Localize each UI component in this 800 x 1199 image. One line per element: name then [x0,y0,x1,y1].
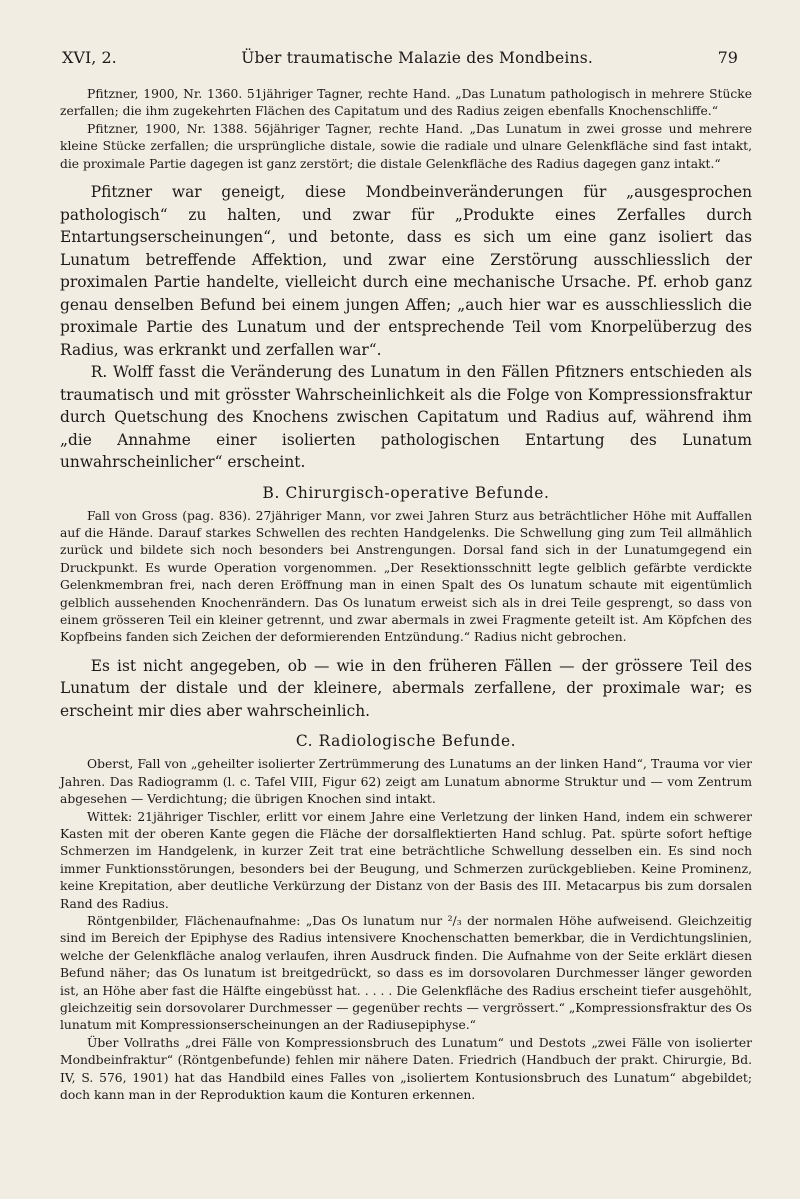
paragraph-oberst: Oberst, Fall von „geheilter isolierter Zertrümmerung des Lunatums an der linken Hand“, Trauma vor vier Jahren. Das Radiogramm (l. c. Tafel VIII, Figur 62) zeigt am Lunatum abnorme Struktur und — vom Zentrum abgesehen — Verdichtung; die übrigen Knochen sind intakt. [60,757,752,807]
paragraph-gross-case: Fall von Gross (pag. 836). 27jähriger Mann, vor zwei Jahren Sturz aus beträchtlicher Höhe mit Auffallen auf die Hände. Darauf starkes Schwellen des rechten Handgelenks. Die Schwellung ging zum Teil allmählich zurück und bildete sich noch besonders bei Anstrengungen. Dorsal fand sich in der Lunatumgegend ein Druckpunkt. Es wurde Operation vorgenommen. „Der Resektionsschnitt legte gelblich gefärbte verdickte Gelenkmembran frei, nach deren Eröffnung man in einen Spalt des Os lunatum schaute mit eigentümlich gelblich aussehenden Knochenrändern. Das Os lunatum erweist sich als in drei Teile gesprengt, so dass von einem grösseren Teil ein kleiner getrennt, und zwar abermals in zwei Fragmente geteilt ist. Am Köpfchen des Kopfbeins fanden sich Zeichen der deformierenden Entzündung.“ Radius nicht gebrochen. [60,508,752,645]
paragraph-gross-comment: Es ist nicht angegeben, ob — wie in den früheren Fällen — der grössere Teil des Lunatum der distale und der kleinere, abermals zerfallene, der proximale war; es erscheint mir dies aber wahrscheinlich. [60,656,752,720]
running-header [62,48,738,67]
paragraph-wittek: Wittek: 21jähriger Tischler, erlitt vor einem Jahre eine Verletzung der linken Hand, indem ein schwerer Kasten mit der oberen Kante gegen die Fläche der dorsalflektierten Hand schlug. Pat. spürte sofort heftige Schmerzen im Handgelenk, in kurzer Zeit trat eine beträchtliche Schwellung desselben ein. Es sind noch immer Funktionsstörungen, besonders bei der Beugung, und Schmerzen zurückgeblieben. Keine Prominenz, keine Krepitation, aber deutliche Verkürzung der Distanz von der Basis des III. Metacarpus bis zum dorsalen Rand des Radius. [60,809,752,911]
page-body [60,86,752,1104]
paragraph-vollrath-destot: Über Vollraths „drei Fälle von Kompressionsbruch des Lunatum“ und Destots „zwei Fälle von isolierter Mondbeinfraktur“ (Röntgenbefunde) fehlen mir nähere Daten. Friedrich (Handbuch der prakt. Chirurgie, Bd. IV, S. 576, 1901) hat das Handbild eines Falles von „isoliertem Kontusionsbruch des Lunatum“ abgebildet; doch kann man in der Reproduktion kaum die Konturen erkennen. [60,1035,752,1102]
paragraph-pfitzner-1388: Pfitzner, 1900, Nr. 1388. 56jähriger Tagner, rechte Hand. „Das Lunatum in zwei grosse und mehrere kleine Stücke zerfallen; die ursprüngliche distale, sowie die radiale und ulnare Gelenkfläche sind fast intakt, die proximale Partie dagegen ist ganz zerstört; die distale Gelenkfläche des Radius dagegen ganz intakt.“ [60,121,752,171]
section-heading-c: C. Radiologische Befunde. [295,732,517,751]
paragraph-pfitzner-1360: Pfitzner, 1900, Nr. 1360. 51jähriger Tagner, rechte Hand. „Das Lunatum pathologisch in mehrere Stücke zerfallen; die ihm zugekehrten Flächen des Capitatum und des Radius zeigen ebenfalls Knochenschliffe.“ [60,87,752,119]
paragraph-wolff: R. Wolff fasst die Veränderung des Lunatum in den Fällen Pfitzners entschieden als traumatisch und mit grösster Wahrscheinlichkeit als die Folge von Kompressionsfraktur durch Quetschung des Knochens zwischen Capitatum und Radius auf, während ihm „die Annahme einer isolierten pathologischen Entartung des Lunatum unwahrscheinlicher“ erscheint. [60,363,752,472]
paragraph-pfitzner-discussion: Pfitzner war geneigt, diese Mondbeinveränderungen für „ausgesprochen pathologisch“ zu halten, und zwar für „Produkte eines Zerfalles durch Entartungserscheinungen“, und betonte, dass es sich um eine ganz isoliert das Lunatum betreffende Affektion, und zwar eine Zerstörung ausschliesslich der proximalen Partie handelte, vielleicht durch eine mechanische Ursache. Pf. erhob ganz genau denselben Befund bei einem jungen Affen; „auch hier war es ausschliesslich die proximale Partie des Lunatum und der entsprechende Teil vom Knorpelüberzug des Radius, was erkrankt und zerfallen war“. [60,183,752,359]
running-title: Über traumatische Malazie des Mondbeins. [241,49,594,67]
volume-number: XVI, 2. [62,48,117,67]
paragraph-roentgen: Röntgenbilder, Flächenaufnahme: „Das Os lunatum nur ²/₃ der normalen Höhe aufweisend. Gleichzeitig sind im Bereich der Epiphyse des Radius intensivere Knochenschatten bemerkbar, die in Verdichtungslinien, welche der Gelenkfläche analog verlaufen, ihren Ausdruck finden. Die Aufnahme von der Seite erklärt diesen Befund näher; das Os lunatum ist breitgedrückt, so dass es im dorsovolaren Durchmesser länger geworden ist, an Höhe aber fast die Hälfte eingebüsst hat. . . . . Die Gelenkfläche des Radius erscheint tiefer ausgehöhlt, gleichzeitig sein dorsovolarer Durchmesser — gegenüber rechts — vergrössert.“ „Kompressionsfraktur des Os lunatum mit Kompressionserscheinungen an der Radiusepiphyse.“ [60,913,752,1033]
page-number: 79 [717,48,738,67]
section-heading-b: B. Chirurgisch-operative Befunde. [262,483,550,502]
